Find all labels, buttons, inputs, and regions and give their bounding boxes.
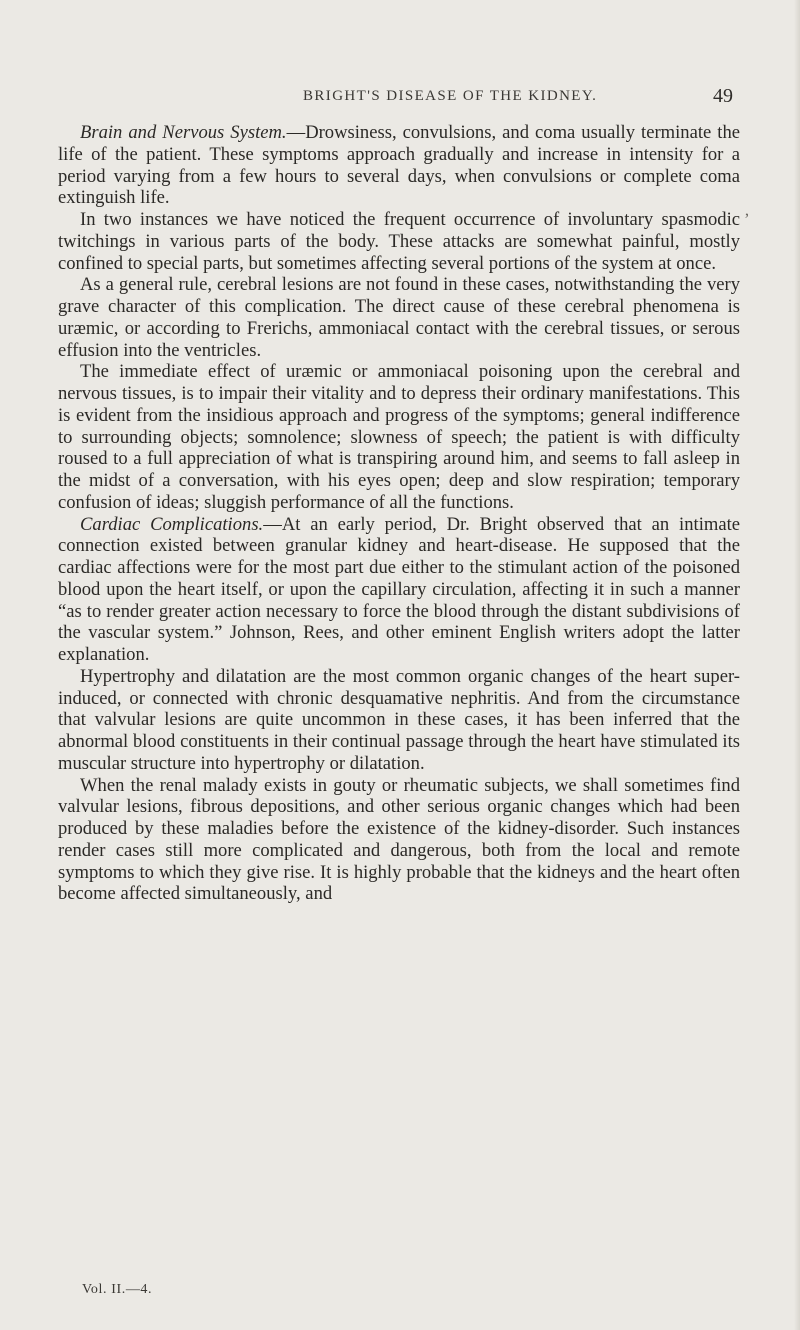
page-edge [794,0,800,1330]
paragraph-twitchings [58,209,740,274]
paragraph-text: In two instances we have noticed the frequent occurrence of involuntary spasmodic twitchings in various parts of the body. These attacks are somewhat painful, mostly confined to special parts, but sometimes affecting several portions of the system at once. [58,209,740,274]
margin-mark: ʼ [744,210,750,229]
paragraph-poisoning-effect [58,361,740,513]
paragraph-text: —At an early period, Dr. Bright observed that an intimate connection existed between granular kidney and heart-disease. He supposed that the cardiac affections were for the most part due either to the stimulant action of the poisoned blood upon the heart itself, or upon the capillary circulation, affecting it in such a manner “as to render greater action necessary to force the blood through the distant subdivisions of the vascular system.” Johnson, Rees, and other eminent English writers adopt the latter explanation. [58,513,740,665]
paragraph-cerebral-lesions [58,274,740,361]
section-heading-brain: Brain and Nervous System. [80,122,287,143]
paragraph-text: —Drowsiness, convulsions, and coma usually terminate the life of the patient. These symptoms approach gradually and increase in intensity for a period varying from a few hours to several days, when convulsions or complete coma extinguish life. [58,122,740,209]
paragraph-text: When the renal malady exists in gouty or rheumatic subjects, we shall sometimes find valvular lesions, fibrous depositions, and other serious organic changes which had been produced by these maladies before the existence of the kidney-disorder. Such instances render cases still more complicated and dangerous, both from the local and remote symptoms to which they give rise. It is highly probable that the kidneys and the heart often become affected simultaneously, and [58,774,740,905]
paragraph-renal-malady [58,775,740,906]
signature-mark: Vol. II.—4. [82,1282,153,1297]
body-text [58,122,740,905]
running-head-title: BRIGHT'S DISEASE OF THE KIDNEY. [303,88,598,104]
paragraph-cardiac [58,514,740,666]
paragraph-text: As a general rule, cerebral lesions are not found in these cases, notwithstanding the very grave character of this complication. The direct cause of these cerebral phenomena is uræmic, or according to Frerichs, ammoniacal contact with the cerebral tissues, or serous effusion into the ventricles. [58,274,740,361]
paragraph-text: Hypertrophy and dilatation are the most common organic changes of the heart super-induced, or connected with chronic desquamative nephritis. And from the circumstance that valvular lesions are quite uncommon in these cases, it has been inferred that the abnormal blood constituents in their continual passage through the heart have stimulated its muscular structure into hypertrophy or dilatation. [58,665,740,774]
paragraph-hypertrophy [58,666,740,775]
paragraph-brain [58,122,740,209]
paragraph-text: The immediate effect of uræmic or ammoniacal poisoning upon the cerebral and nervous tissues, is to impair their vitality and to depress their ordinary manifestations. This is evident from the insidious approach and progress of the symptoms; general indifference to surrounding objects; somnolence; slowness of speech; the patient is with difficulty roused to a full appreciation of what is transpiring around him, and seems to fall asleep in the midst of a conversation, with his eyes open; deep and slow respiration; temporary confusion of ideas; sluggish performance of all the functions. [58,361,740,513]
running-head [0,85,800,112]
section-heading-cardiac: Cardiac Complications. [80,513,264,535]
page-number: 49 [713,85,733,107]
